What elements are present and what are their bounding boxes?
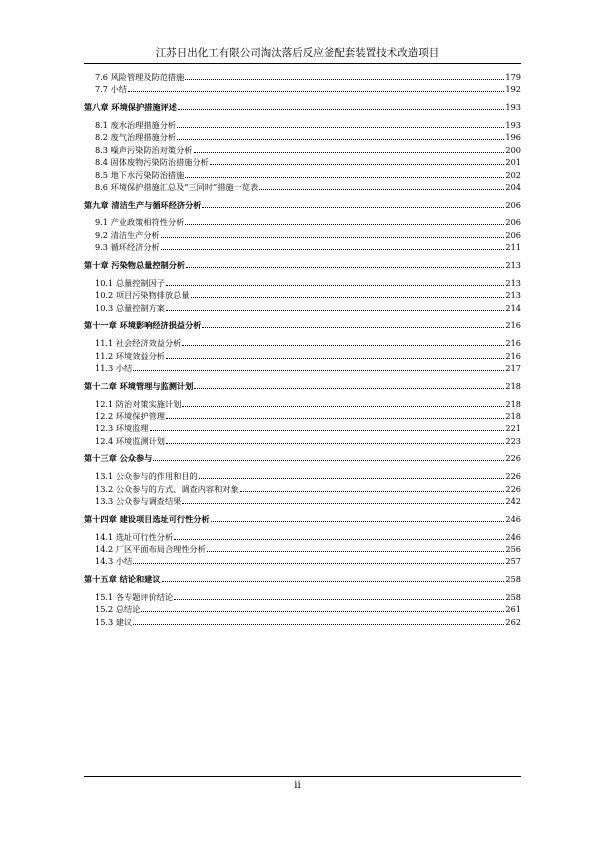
toc-entry-page-number: 193 <box>505 119 521 130</box>
toc-section-entry[interactable] <box>84 229 521 241</box>
toc-entry-label: 第十五章 结论和建议 <box>84 574 161 585</box>
toc-dot-leader <box>174 539 504 540</box>
toc-dot-leader <box>161 237 505 238</box>
toc-entry-page-number: 226 <box>505 471 521 482</box>
toc-section-entry[interactable] <box>84 156 521 168</box>
toc-entry-label: 14.1 选址可行性分析 <box>95 531 174 542</box>
toc-dot-leader <box>177 139 504 140</box>
toc-entry-label: 9.1 产业政策相符性分析 <box>95 217 185 228</box>
toc-entry-page-number: 179 <box>505 72 521 82</box>
toc-entry-page-number: 211 <box>505 242 521 253</box>
toc-entry-page-number: 204 <box>505 181 521 192</box>
toc-dot-leader <box>240 491 505 492</box>
toc-entry-label: 第十三章 公众参与 <box>84 453 153 464</box>
toc-dot-leader <box>202 327 504 328</box>
toc-section-entry[interactable] <box>84 119 521 131</box>
table-of-contents <box>84 71 521 628</box>
toc-entry-label: 第十二章 环境管理与监测计划 <box>84 380 194 391</box>
toc-section-entry[interactable] <box>84 289 521 301</box>
toc-entry-page-number: 206 <box>505 199 521 210</box>
toc-entry-label: 8.3 噪声污染防治对策分析 <box>95 144 193 155</box>
toc-chapter-entry[interactable] <box>84 380 521 392</box>
toc-entry-page-number: 213 <box>505 290 521 301</box>
toc-dot-leader <box>199 478 505 479</box>
toc-entry-label: 11.2 环境效益分析 <box>95 350 165 361</box>
toc-dot-leader <box>166 285 504 286</box>
toc-entry-page-number: 226 <box>505 483 521 494</box>
toc-dot-leader <box>185 79 504 80</box>
toc-entry-label: 10.3 总量控制方案 <box>95 302 165 313</box>
toc-section-entry[interactable] <box>84 144 521 156</box>
toc-entry-page-number: 214 <box>505 302 521 313</box>
toc-entry-label: 12.1 防治对策实施计划 <box>95 398 182 409</box>
toc-entry-page-number: 201 <box>505 157 521 168</box>
toc-section-entry[interactable] <box>84 410 521 422</box>
toc-section-entry[interactable] <box>84 435 521 447</box>
toc-dot-leader <box>182 345 504 346</box>
toc-chapter-entry[interactable] <box>84 101 521 113</box>
toc-entry-label: 12.2 环境保护管理 <box>95 410 165 421</box>
toc-entry-page-number: 218 <box>505 380 521 391</box>
toc-entry-page-number: 218 <box>505 398 521 409</box>
toc-dot-leader <box>133 563 504 564</box>
toc-dot-leader <box>182 406 504 407</box>
toc-section-entry[interactable] <box>84 555 521 567</box>
toc-entry-page-number: 221 <box>505 423 521 434</box>
toc-section-entry[interactable] <box>84 422 521 434</box>
toc-entry-page-number: 246 <box>505 513 521 524</box>
toc-entry-label: 15.2 总结论 <box>95 604 141 615</box>
toc-section-entry[interactable] <box>84 495 521 507</box>
footer-divider <box>84 776 521 777</box>
toc-entry-label: 第十章 污染物总量控制分析 <box>84 260 186 271</box>
toc-section-entry[interactable] <box>84 277 521 289</box>
toc-dot-leader <box>210 164 504 165</box>
toc-dot-leader <box>166 418 504 419</box>
toc-dot-leader <box>153 460 504 461</box>
toc-entry-label: 15.1 各专题评价结论 <box>95 591 174 602</box>
toc-entry-label: 11.3 小结 <box>95 362 133 373</box>
page-number: ii <box>294 780 301 791</box>
toc-entry-page-number: 258 <box>505 574 521 585</box>
toc-dot-leader <box>207 551 504 552</box>
toc-entry-page-number: 213 <box>505 260 521 271</box>
toc-section-entry[interactable] <box>84 302 521 314</box>
toc-section-entry[interactable] <box>84 616 521 628</box>
toc-dot-leader <box>150 430 505 431</box>
toc-chapter-entry[interactable] <box>84 199 521 211</box>
toc-section-entry[interactable] <box>84 483 521 495</box>
toc-entry-label: 9.2 清洁生产分析 <box>95 229 160 240</box>
toc-section-entry[interactable] <box>84 603 521 615</box>
toc-entry-label: 12.3 环境监理 <box>95 423 149 434</box>
toc-entry-label: 8.4 固体废物污染防治措施分析 <box>95 157 209 168</box>
toc-entry-page-number: 258 <box>505 591 521 602</box>
toc-dot-leader <box>191 297 505 298</box>
toc-dot-leader <box>211 521 505 522</box>
toc-entry-label: 第八章 环境保护措施评述 <box>84 102 177 113</box>
toc-dot-leader <box>185 224 504 225</box>
toc-entry-label: 13.1 公众参与的作用和目的 <box>95 471 198 482</box>
toc-entry-label: 9.3 循环经济分析 <box>95 242 160 253</box>
toc-section-entry[interactable] <box>84 398 521 410</box>
toc-entry-label: 14.2 厂区平面布局合理性分析 <box>95 543 206 554</box>
toc-entry-label: 7.7 小结 <box>95 84 127 95</box>
toc-entry-page-number: 216 <box>505 350 521 361</box>
toc-entry-label: 13.2 公众参与的方式、调查内容和对象 <box>95 483 239 494</box>
toc-dot-leader <box>166 443 504 444</box>
toc-dot-leader <box>185 177 504 178</box>
toc-entry-page-number: 193 <box>505 102 521 113</box>
toc-entry-label: 8.2 废气治理措施分析 <box>95 132 177 143</box>
toc-entry-page-number: 223 <box>505 435 521 446</box>
toc-chapter-entry[interactable] <box>84 573 521 585</box>
toc-entry-label: 13.3 公众参与调查结果 <box>95 496 182 507</box>
toc-dot-leader <box>186 267 504 268</box>
toc-entry-label: 7.6 风险管理及防范措施 <box>95 72 185 82</box>
toc-section-entry[interactable] <box>84 71 521 83</box>
toc-dot-leader <box>182 503 504 504</box>
toc-dot-leader <box>128 91 504 92</box>
toc-section-entry[interactable] <box>84 337 521 349</box>
toc-entry-label: 8.6 环境保护措施汇总及“三同时”措施一览表 <box>95 181 259 192</box>
toc-entry-label: 12.4 环境监测计划 <box>95 435 165 446</box>
toc-entry-page-number: 192 <box>505 84 521 95</box>
toc-section-entry[interactable] <box>84 350 521 362</box>
toc-entry-page-number: 262 <box>505 616 521 627</box>
toc-section-entry[interactable] <box>84 531 521 543</box>
toc-dot-leader <box>194 152 505 153</box>
toc-entry-label: 第十一章 环境影响经济损益分析 <box>84 320 202 331</box>
header-divider <box>84 63 521 64</box>
toc-entry-page-number: 202 <box>505 169 521 180</box>
toc-dot-leader <box>178 109 504 110</box>
toc-entry-label: 14.3 小结 <box>95 556 133 567</box>
toc-entry-page-number: 206 <box>505 217 521 228</box>
toc-entry-page-number: 242 <box>505 496 521 507</box>
toc-entry-page-number: 218 <box>505 410 521 421</box>
toc-dot-leader <box>133 624 504 625</box>
toc-dot-leader <box>161 249 505 250</box>
toc-entry-label: 8.1 废水治理措施分析 <box>95 119 177 130</box>
toc-dot-leader <box>166 358 504 359</box>
toc-section-entry[interactable] <box>84 181 521 193</box>
toc-entry-label: 10.1 总量控制因子 <box>95 277 165 288</box>
toc-entry-page-number: 257 <box>505 556 521 567</box>
toc-dot-leader <box>141 611 504 612</box>
toc-entry-page-number: 213 <box>505 277 521 288</box>
toc-entry-page-number: 196 <box>505 132 521 143</box>
toc-chapter-entry[interactable] <box>84 259 521 271</box>
toc-entry-label: 15.3 建议 <box>95 616 133 627</box>
toc-dot-leader <box>259 189 504 190</box>
toc-entry-page-number: 217 <box>505 362 521 373</box>
toc-entry-page-number: 256 <box>505 543 521 554</box>
toc-entry-page-number: 246 <box>505 531 521 542</box>
toc-dot-leader <box>133 370 504 371</box>
toc-dot-leader <box>194 388 504 389</box>
toc-dot-leader <box>166 310 504 311</box>
document-header-title: 江苏日出化工有限公司淘汰落后反应釜配套装置技术改造项目 <box>155 47 440 59</box>
toc-section-entry[interactable] <box>84 169 521 181</box>
toc-section-entry[interactable] <box>84 241 521 253</box>
toc-entry-page-number: 200 <box>505 144 521 155</box>
toc-entry-page-number: 261 <box>505 604 521 615</box>
toc-entry-page-number: 206 <box>505 229 521 240</box>
toc-entry-label: 10.2 项目污染物排放总量 <box>95 290 190 301</box>
toc-section-entry[interactable] <box>84 591 521 603</box>
toc-dot-leader <box>174 599 504 600</box>
toc-entry-page-number: 226 <box>505 453 521 464</box>
toc-entry-label: 第十四章 建设项目选址可行性分析 <box>84 513 210 524</box>
toc-entry-label: 第九章 清洁生产与循环经济分析 <box>84 199 202 210</box>
toc-section-entry[interactable] <box>84 543 521 555</box>
toc-chapter-entry[interactable] <box>84 513 521 525</box>
toc-entry-label: 11.1 社会经济效益分析 <box>95 338 182 349</box>
toc-section-entry[interactable] <box>84 131 521 143</box>
toc-entry-label: 8.5 地下水污染防治措施 <box>95 169 185 180</box>
toc-section-entry[interactable] <box>84 216 521 228</box>
toc-entry-page-number: 216 <box>505 338 521 349</box>
toc-dot-leader <box>202 207 504 208</box>
toc-dot-leader <box>162 581 505 582</box>
toc-section-entry[interactable] <box>84 362 521 374</box>
toc-chapter-entry[interactable] <box>84 452 521 464</box>
toc-dot-leader <box>177 127 504 128</box>
toc-chapter-entry[interactable] <box>84 319 521 331</box>
toc-section-entry[interactable] <box>84 470 521 482</box>
toc-section-entry[interactable] <box>84 83 521 95</box>
toc-entry-page-number: 216 <box>505 320 521 331</box>
